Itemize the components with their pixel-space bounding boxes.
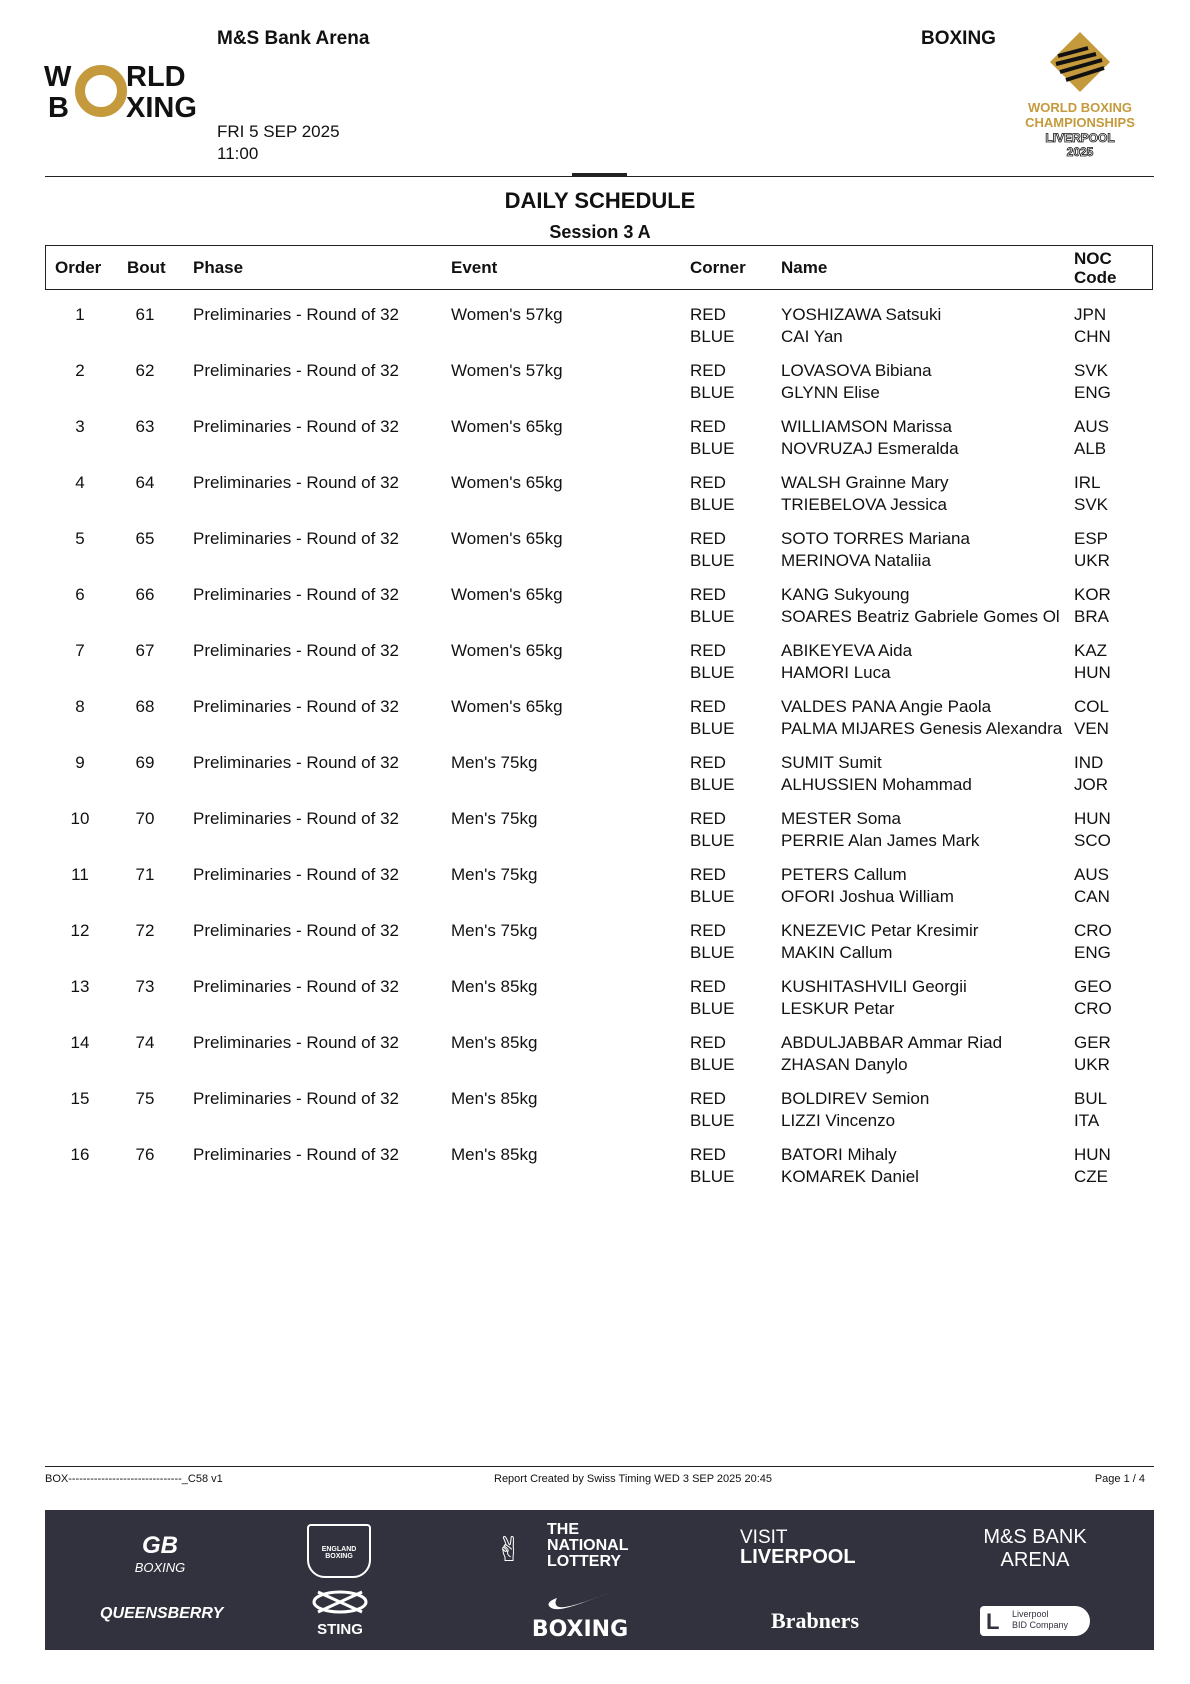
arena-text: ARENA (1000, 1549, 1070, 1571)
noc-cell-red: GER (1074, 1033, 1111, 1052)
corner-cell-red: RED (690, 361, 726, 380)
boxer-name-cell (781, 472, 1065, 516)
bout-cell: 62 (135, 361, 155, 380)
bout-cell: 70 (135, 809, 155, 828)
sport-name: BOXING (921, 28, 996, 49)
corner-cell-red: RED (690, 585, 726, 604)
noc-cell-blue: CRO (1074, 999, 1112, 1018)
world-boxing-logo (44, 60, 224, 122)
phase-cell: Preliminaries - Round of 32 (193, 1033, 399, 1052)
event-cell: Women's 65kg (451, 473, 563, 492)
noc-cell (1074, 528, 1110, 572)
session-datetime (217, 121, 340, 165)
corner-cell-red: RED (690, 1089, 726, 1108)
boxer-name-cell (781, 864, 1065, 908)
column-header-noc-line1: NOC (1074, 249, 1112, 268)
nike-swoosh-icon (545, 1590, 615, 1612)
boxer-name-cell-blue: ALHUSSIEN Mohammad (781, 775, 972, 794)
corner-cell-blue: BLUE (690, 1055, 735, 1074)
header-divider (45, 176, 1154, 177)
bid-text-1: Liverpool (1012, 1609, 1049, 1619)
sting-text: STING (317, 1621, 363, 1638)
noc-cell-blue: VEN (1074, 719, 1109, 738)
phase-cell: Preliminaries - Round of 32 (193, 1089, 399, 1108)
liverpool-bid-logo (980, 1606, 1090, 1636)
corner-cell-blue: BLUE (690, 775, 735, 794)
championships-logo (1010, 26, 1150, 162)
sponsor-banner (45, 1510, 1154, 1650)
visit-liverpool-logo (740, 1528, 870, 1567)
order-cell: 8 (75, 697, 85, 716)
order-cell: 6 (75, 585, 85, 604)
session-time: 11:00 (217, 144, 259, 163)
corner-cell-blue: BLUE (690, 1111, 735, 1130)
corner-cell (690, 1144, 734, 1188)
noc-cell-blue: UKR (1074, 1055, 1110, 1074)
bout-cell: 65 (135, 529, 155, 548)
noc-cell-red: BUL (1074, 1089, 1108, 1108)
noc-cell (1074, 696, 1109, 740)
logo-text-world-boxing: WORLD BOXING (1028, 100, 1132, 115)
phase-cell: Preliminaries - Round of 32 (193, 1145, 399, 1164)
boxer-name-cell-red: ABIKEYEVA Aida (781, 641, 913, 660)
order-cell: 1 (75, 305, 85, 324)
noc-cell-blue: ENG (1074, 383, 1111, 402)
corner-cell-blue: BLUE (690, 327, 735, 346)
corner-cell (690, 360, 734, 404)
column-header-corner: Corner (690, 258, 746, 277)
gb-boxing-logo (105, 1532, 215, 1575)
corner-cell (690, 528, 734, 572)
noc-cell-red: KOR (1074, 585, 1111, 604)
noc-cell-red: ESP (1074, 529, 1109, 548)
corner-cell-blue: BLUE (690, 383, 735, 402)
column-header-bout: Bout (127, 258, 166, 277)
boxer-name-cell (781, 1088, 1065, 1132)
noc-cell-blue: JOR (1074, 775, 1108, 794)
noc-cell (1074, 864, 1110, 908)
boxer-name-cell-red: BOLDIREV Semion (781, 1089, 930, 1108)
table-row (45, 632, 1154, 688)
event-cell: Men's 75kg (451, 921, 538, 940)
phase-cell: Preliminaries - Round of 32 (193, 641, 399, 660)
corner-cell-red: RED (690, 1033, 726, 1052)
noc-cell-blue: CZE (1074, 1167, 1108, 1186)
logo-letters-xing: XING (126, 92, 197, 122)
boxer-name-cell-red: KANG Sukyoung (781, 585, 910, 604)
boxer-name-cell-red: ABDULJABBAR Ammar Riad (781, 1033, 1003, 1052)
event-cell: Women's 65kg (451, 417, 563, 436)
order-cell: 2 (75, 361, 85, 380)
boxer-name-cell-blue: CAI Yan (781, 327, 843, 346)
table-row (45, 296, 1154, 352)
gb-boxing-logo-gb: GB (142, 1532, 178, 1559)
logo-letters-rld: RLD (126, 61, 186, 93)
venue-name: M&S Bank Arena (217, 28, 370, 49)
phase-cell: Preliminaries - Round of 32 (193, 305, 399, 324)
order-cell: 5 (75, 529, 85, 548)
noc-cell (1074, 808, 1111, 852)
corner-cell-red: RED (690, 865, 726, 884)
corner-cell-red: RED (690, 921, 726, 940)
lottery-text-2: NATIONAL (547, 1537, 629, 1554)
phase-cell: Preliminaries - Round of 32 (193, 529, 399, 548)
boxer-name-cell (781, 304, 1065, 348)
corner-cell-red: RED (690, 417, 726, 436)
phase-cell: Preliminaries - Round of 32 (193, 753, 399, 772)
event-cell: Men's 85kg (451, 1145, 538, 1164)
event-cell: Men's 85kg (451, 1033, 538, 1052)
boxer-name-cell-blue: ZHASAN Danylo (781, 1055, 908, 1074)
phase-cell: Preliminaries - Round of 32 (193, 361, 399, 380)
bout-cell: 67 (135, 641, 155, 660)
bout-cell: 63 (135, 417, 155, 436)
corner-cell (690, 920, 734, 964)
noc-cell-blue: ITA (1074, 1111, 1100, 1130)
england-boxing-text: ENGLAND BOXING (321, 1546, 357, 1560)
order-cell: 15 (70, 1089, 90, 1108)
logo-text-liverpool: LIVERPOOL (1045, 131, 1115, 145)
corner-cell (690, 976, 734, 1020)
noc-cell (1074, 640, 1111, 684)
corner-cell-blue: BLUE (690, 439, 735, 458)
boxer-name-cell-blue: KOMAREK Daniel (781, 1167, 919, 1186)
corner-cell (690, 752, 734, 796)
table-row (45, 352, 1154, 408)
corner-cell-red: RED (690, 753, 726, 772)
phase-cell: Preliminaries - Round of 32 (193, 921, 399, 940)
column-header-name: Name (781, 258, 828, 277)
bout-cell: 68 (135, 697, 155, 716)
noc-cell-red: GEO (1074, 977, 1112, 996)
boxer-name-cell (781, 1144, 1065, 1188)
table-row (45, 800, 1154, 856)
boxer-name-cell (781, 528, 1065, 572)
corner-cell-red: RED (690, 529, 726, 548)
noc-cell (1074, 920, 1112, 964)
noc-cell-red: IND (1074, 753, 1104, 772)
phase-cell: Preliminaries - Round of 32 (193, 585, 399, 604)
noc-cell (1074, 1032, 1111, 1076)
bout-cell: 61 (135, 305, 155, 324)
noc-cell (1074, 752, 1108, 796)
boxer-name-cell-red: PETERS Callum (781, 865, 907, 884)
order-cell: 9 (75, 753, 85, 772)
boxer-name-cell-blue: SOARES Beatriz Gabriele Gomes Ol (781, 607, 1060, 626)
boxer-name-cell (781, 976, 1065, 1020)
bid-text-2: BID Company (1012, 1620, 1069, 1630)
noc-cell (1074, 472, 1108, 516)
session-label: Session 3 A (549, 222, 651, 242)
bout-cell: 64 (135, 473, 155, 492)
visit-text: VISIT (740, 1527, 788, 1548)
corner-cell-red: RED (690, 473, 726, 492)
boxer-name-cell-blue: PALMA MIJARES Genesis Alexandra (781, 719, 1063, 738)
boxer-name-cell-red: KNEZEVIC Petar Kresimir (781, 921, 979, 940)
noc-cell-blue: ALB (1074, 439, 1107, 458)
queensberry-logo: QUEENSBERRY (100, 1605, 224, 1622)
boxer-name-cell-blue: MAKIN Callum (781, 943, 893, 962)
noc-cell-blue: UKR (1074, 551, 1110, 570)
table-row (45, 744, 1154, 800)
footer-divider (45, 1466, 1154, 1467)
corner-cell (690, 864, 734, 908)
document-title: DAILY SCHEDULE (504, 188, 696, 213)
table-header (45, 245, 1153, 290)
phase-cell: Preliminaries - Round of 32 (193, 809, 399, 828)
boxer-name-cell-red: VALDES PANA Angie Paola (781, 697, 992, 716)
table-row (45, 856, 1154, 912)
boxer-name-cell (781, 752, 1065, 796)
logo-letter-b: B (48, 92, 69, 122)
noc-cell-blue: SVK (1074, 495, 1109, 514)
noc-cell-blue: ENG (1074, 943, 1111, 962)
corner-cell-red: RED (690, 1145, 726, 1164)
noc-cell-red: SVK (1074, 361, 1109, 380)
noc-cell-red: HUN (1074, 1145, 1111, 1164)
noc-cell-red: AUS (1074, 865, 1109, 884)
bout-cell: 66 (135, 585, 155, 604)
noc-cell (1074, 584, 1111, 628)
boxer-name-cell-red: WALSH Grainne Mary (781, 473, 949, 492)
sting-emblem-icon (310, 1588, 370, 1616)
corner-cell (690, 1032, 734, 1076)
event-cell: Men's 75kg (451, 753, 538, 772)
order-cell: 3 (75, 417, 85, 436)
event-cell: Men's 75kg (451, 809, 538, 828)
noc-cell-red: COL (1074, 697, 1109, 716)
corner-cell (690, 584, 734, 628)
column-header-order: Order (55, 258, 102, 277)
order-cell: 12 (70, 921, 90, 940)
noc-cell-red: JPN (1074, 305, 1107, 324)
table-row (45, 912, 1154, 968)
logo-text-championships: CHAMPIONSHIPS (1025, 115, 1135, 130)
ms-bank-arena-logo (965, 1526, 1105, 1572)
order-cell: 11 (71, 865, 89, 884)
order-cell: 16 (70, 1145, 90, 1164)
noc-cell (1074, 1088, 1107, 1132)
noc-cell-blue: HUN (1074, 663, 1111, 682)
column-header-noc (1074, 249, 1117, 287)
corner-cell-blue: BLUE (690, 999, 735, 1018)
bout-cell: 71 (135, 865, 155, 884)
boxer-name-cell-red: SOTO TORRES Mariana (781, 529, 970, 548)
noc-cell-red: IRL (1074, 473, 1101, 492)
corner-cell (690, 640, 734, 684)
boxer-name-cell (781, 416, 1065, 460)
corner-cell-blue: BLUE (690, 607, 735, 626)
table-row (45, 1024, 1154, 1080)
boxer-name-cell (781, 1032, 1065, 1076)
corner-cell-blue: BLUE (690, 495, 735, 514)
event-cell: Men's 85kg (451, 977, 538, 996)
order-cell: 4 (75, 473, 85, 492)
boxer-name-cell-red: WILLIAMSON Marissa (781, 417, 952, 436)
schedule-table-body (45, 296, 1154, 1192)
corner-cell-red: RED (690, 977, 726, 996)
table-row (45, 520, 1154, 576)
corner-cell-red: RED (690, 305, 726, 324)
corner-cell-blue: BLUE (690, 719, 735, 738)
gb-boxing-logo-text: BOXING (134, 1560, 186, 1575)
event-cell: Women's 65kg (451, 641, 563, 660)
corner-cell-blue: BLUE (690, 1167, 735, 1186)
corner-cell-blue: BLUE (690, 831, 735, 850)
boxer-name-cell-red: KUSHITASHVILI Georgii (781, 977, 967, 996)
noc-cell-red: HUN (1074, 809, 1111, 828)
noc-cell (1074, 1144, 1111, 1188)
corner-cell-blue: BLUE (690, 887, 735, 906)
table-row (45, 576, 1154, 632)
noc-cell-blue: SCO (1074, 831, 1111, 850)
event-cell: Women's 65kg (451, 529, 563, 548)
corner-cell-blue: BLUE (690, 663, 735, 682)
boxer-name-cell-red: LOVASOVA Bibiana (781, 361, 932, 380)
session-date: FRI 5 SEP 2025 (217, 122, 340, 141)
boxer-name-cell-blue: PERRIE Alan James Mark (781, 831, 980, 850)
lottery-hand-icon: ✌ (495, 1531, 524, 1569)
boxer-name-cell-red: MESTER Soma (781, 809, 901, 828)
page-number: Page 1 / 4 (1094, 1473, 1145, 1485)
order-cell: 10 (70, 809, 90, 828)
phase-cell: Preliminaries - Round of 32 (193, 417, 399, 436)
noc-cell-blue: BRA (1074, 607, 1109, 626)
boxer-name-cell (781, 920, 1065, 964)
nike-boxing-logo (525, 1590, 635, 1642)
boxer-name-cell-blue: HAMORI Luca (781, 663, 891, 682)
boxer-name-cell-red: BATORI Mihaly (781, 1145, 897, 1164)
table-row (45, 464, 1154, 520)
england-boxing-crest-icon (307, 1524, 371, 1578)
corner-cell (690, 696, 734, 740)
bout-cell: 75 (135, 1089, 155, 1108)
corner-cell-red: RED (690, 697, 726, 716)
liverpool-text: LIVERPOOL (740, 1546, 856, 1568)
noc-cell (1074, 304, 1111, 348)
table-row (45, 968, 1154, 1024)
table-row (45, 408, 1154, 464)
corner-cell (690, 808, 734, 852)
event-cell: Women's 65kg (451, 697, 563, 716)
logo-letter-w: W (44, 61, 72, 93)
phase-cell: Preliminaries - Round of 32 (193, 473, 399, 492)
noc-cell (1074, 416, 1109, 460)
table-row (45, 1136, 1154, 1192)
brabners-logo: Brabners (771, 1608, 859, 1633)
report-code: BOX-------------------------------_C58 v1 (45, 1473, 223, 1485)
nike-boxing-text: BOXING (531, 1617, 629, 1642)
noc-cell (1074, 976, 1112, 1020)
boxer-name-cell-blue: MERINOVA Nataliia (781, 551, 931, 570)
noc-cell (1074, 360, 1111, 404)
logo-text-year: 2025 (1066, 145, 1094, 159)
report-created: Report Created by Swiss Timing WED 3 SEP 2025 20:45 (494, 1473, 772, 1485)
corner-cell (690, 1088, 734, 1132)
boxer-name-cell (781, 696, 1065, 740)
order-cell: 13 (70, 977, 90, 996)
order-cell: 7 (75, 641, 85, 660)
column-header-noc-line2: Code (1074, 268, 1117, 287)
lottery-text-1: THE (547, 1521, 579, 1538)
bid-l-icon: L (986, 1609, 1000, 1634)
column-header-phase: Phase (193, 258, 244, 277)
boxer-name-cell (781, 584, 1065, 628)
event-cell: Women's 57kg (451, 361, 563, 380)
event-cell: Men's 75kg (451, 865, 538, 884)
noc-cell-red: AUS (1074, 417, 1109, 436)
noc-cell-blue: CHN (1074, 327, 1111, 346)
boxer-name-cell-red: SUMIT Sumit (781, 753, 882, 772)
corner-cell (690, 472, 734, 516)
national-lottery-logo (495, 1522, 645, 1570)
table-row (45, 1080, 1154, 1136)
boxer-name-cell (781, 360, 1065, 404)
corner-cell (690, 416, 734, 460)
boxer-name-cell-blue: OFORI Joshua William (781, 887, 954, 906)
boxer-name-cell-blue: GLYNN Elise (781, 383, 880, 402)
lottery-text-3: LOTTERY (547, 1553, 622, 1570)
logo-ring-icon (80, 70, 122, 112)
event-cell: Men's 85kg (451, 1089, 538, 1108)
boxer-name-cell-blue: NOVRUZAJ Esmeralda (781, 439, 959, 458)
event-cell: Women's 57kg (451, 305, 563, 324)
sting-logo (305, 1588, 375, 1638)
corner-cell-blue: BLUE (690, 943, 735, 962)
corner-cell-red: RED (690, 641, 726, 660)
order-cell: 14 (70, 1033, 90, 1052)
noc-cell-blue: CAN (1074, 887, 1110, 906)
event-cell: Women's 65kg (451, 585, 563, 604)
bout-cell: 73 (135, 977, 155, 996)
bout-cell: 76 (135, 1145, 155, 1164)
column-header-event: Event (451, 258, 498, 277)
boxer-name-cell-red: YOSHIZAWA Satsuki (781, 305, 942, 324)
phase-cell: Preliminaries - Round of 32 (193, 865, 399, 884)
phase-cell: Preliminaries - Round of 32 (193, 697, 399, 716)
boxer-name-cell (781, 808, 1065, 852)
boxer-name-cell (781, 640, 1065, 684)
phase-cell: Preliminaries - Round of 32 (193, 977, 399, 996)
corner-cell-red: RED (690, 809, 726, 828)
bout-cell: 72 (135, 921, 155, 940)
bout-cell: 74 (135, 1033, 155, 1052)
diamond-emblem-icon (1050, 32, 1110, 92)
boxer-name-cell-blue: LESKUR Petar (781, 999, 895, 1018)
bout-cell: 69 (135, 753, 155, 772)
noc-cell-red: CRO (1074, 921, 1112, 940)
boxer-name-cell-blue: TRIEBELOVA Jessica (781, 495, 947, 514)
corner-cell-blue: BLUE (690, 551, 735, 570)
boxer-name-cell-blue: LIZZI Vincenzo (781, 1111, 896, 1130)
table-row (45, 688, 1154, 744)
ms-bank-text: M&S BANK (983, 1526, 1087, 1548)
noc-cell-red: KAZ (1074, 641, 1108, 660)
corner-cell (690, 304, 734, 348)
header-divider-mark (572, 173, 627, 176)
